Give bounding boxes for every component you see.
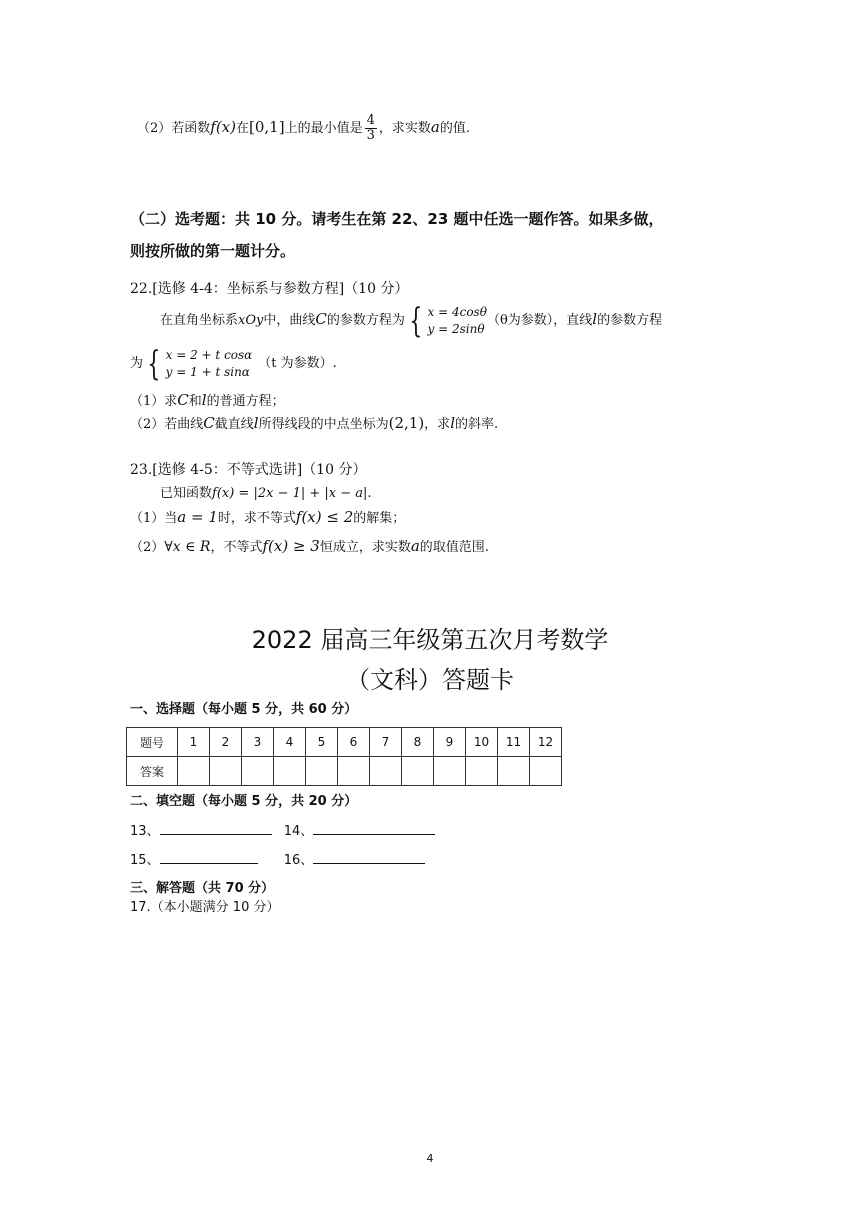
choice-answer-table [126, 727, 562, 786]
section-fill-heading: 二、填空题（每小题 5 分，共 20 分） [130, 794, 358, 809]
q22-wei: 为 [130, 356, 144, 371]
table-row [127, 757, 562, 786]
q23-sub2-mid: ，不等式 [210, 540, 263, 555]
q22-intro-mid2: 的参数方程为 [326, 313, 405, 328]
q22-C: C [315, 310, 327, 328]
q22-sub1-C: C [177, 391, 189, 409]
question-number-cell: 9 [434, 728, 466, 757]
table-header-number: 题号 [127, 728, 178, 757]
q22-line-tail: 的参数方程 [597, 313, 663, 328]
answer-blank-14[interactable] [313, 824, 435, 835]
q22-theta-note: （θ为参数），直线 [486, 313, 593, 328]
q23-sub1-pre: （1）当 [130, 511, 178, 526]
q21-fx: f(x) [210, 118, 236, 136]
q23-func: f(x) = |2x − 1| + |x − a| [212, 486, 368, 501]
answer-cell[interactable] [178, 757, 210, 786]
brace-icon: { [147, 343, 161, 384]
q22-l: l [592, 310, 598, 328]
q23-sub1 [130, 507, 405, 526]
section-solve-heading: 三、解答题（共 70 分） [130, 881, 275, 896]
question-number-cell: 6 [338, 728, 370, 757]
answer-cell[interactable] [498, 757, 530, 786]
q21-end: 的值. [439, 121, 470, 136]
q23-title: 23.[选修 4-5：不等式选讲]（10 分） [130, 462, 367, 478]
brace-icon: { [409, 300, 423, 341]
q22-xoy: xOy [238, 313, 264, 328]
answer-cell[interactable] [402, 757, 434, 786]
q21-tail: ，求实数 [378, 121, 431, 136]
table-row [127, 728, 562, 757]
q22-t-note: （t 为参数）. [258, 356, 337, 371]
q22-sub1 [130, 390, 285, 409]
answer-cell[interactable] [530, 757, 562, 786]
line-equation-system [143, 343, 253, 384]
blank-label-13: 13、 [130, 824, 160, 839]
q21-fraction [365, 114, 377, 143]
q22-sub2-C: C [203, 414, 215, 432]
section2-line2: 则按所做的第一题计分。 [130, 242, 296, 260]
fraction-numerator: 4 [366, 113, 375, 128]
blank-label-14: 14、 [283, 824, 314, 839]
q22-sub2-l2: l [450, 414, 455, 432]
question-number-cell: 7 [370, 728, 402, 757]
q23-intro-end: . [367, 486, 372, 501]
q22-sub2-end: 的斜率. [455, 417, 499, 432]
q21-interval: [0,1] [249, 118, 285, 136]
answer-cell[interactable] [466, 757, 498, 786]
answer-cell[interactable] [210, 757, 242, 786]
q23-sub1-cond: a = 1 [177, 508, 218, 526]
q23-sub2-var: a [410, 537, 420, 555]
question-number-cell: 12 [530, 728, 562, 757]
question-number-cell: 8 [402, 728, 434, 757]
q21-part2-label: （2）若函数 [137, 121, 211, 136]
q22-sub1-l: l [201, 391, 207, 409]
answer-cell[interactable] [274, 757, 306, 786]
q22-point: (2,1) [388, 414, 425, 432]
q22-sub2-mid3: ，求 [424, 417, 451, 432]
blank-row-15-16 [130, 849, 425, 868]
table-header-answer: 答案 [127, 757, 178, 786]
answer-card-title: 2022 届高三年级第五次月考数学 [251, 626, 609, 654]
q22-line-eq [130, 342, 337, 386]
q23-sub1-mid: 时，求不等式 [217, 511, 296, 526]
q22-intro-pre: 在直角坐标系 [160, 313, 239, 328]
line-eq-y: y = 1 + t sinα [165, 364, 250, 379]
question-number-cell: 10 [466, 728, 498, 757]
q22-sub2-mid2: 所得线段的中点坐标为 [258, 417, 389, 432]
blank-row-13-14 [130, 820, 435, 839]
q22-sub1-end: 的普通方程； [206, 394, 285, 409]
q21-var-a: a [430, 118, 440, 136]
question-number-cell: 3 [242, 728, 274, 757]
answer-blank-16[interactable] [313, 853, 425, 864]
question-number-cell: 2 [210, 728, 242, 757]
curve-eq-x: x = 4cosθ [427, 304, 487, 319]
q23-sub2-forall: ∀x ∈ R [164, 539, 211, 555]
blank-label-15: 15、 [130, 853, 160, 868]
curve-eq-y: y = 2sinθ [427, 321, 485, 336]
answer-card-subtitle: （文科）答题卡 [346, 666, 514, 694]
q23-sub2-mid2: 恒成立，求实数 [319, 540, 411, 555]
q22-sub2-pre: （2）若曲线 [130, 417, 204, 432]
question-number-cell: 5 [306, 728, 338, 757]
answer-cell[interactable] [306, 757, 338, 786]
answer-cell[interactable] [338, 757, 370, 786]
q23-sub2-end: 的取值范围. [419, 540, 489, 555]
q23-intro [160, 482, 372, 501]
blank-label-16: 16、 [283, 853, 314, 868]
q22-sub2 [130, 413, 498, 432]
q22-sub2-l: l [253, 414, 259, 432]
answer-blank-15[interactable] [160, 853, 258, 864]
q17-heading: 17.（本小题满分 10 分） [130, 900, 280, 915]
fraction-denominator: 3 [366, 128, 375, 143]
q22-sub1-pre: （1）求 [130, 394, 178, 409]
question-number-cell: 1 [178, 728, 210, 757]
q23-sub1-end: 的解集； [353, 511, 406, 526]
answer-cell[interactable] [242, 757, 274, 786]
question-number-cell: 4 [274, 728, 306, 757]
q23-sub1-ineq: f(x) ≤ 2 [295, 508, 354, 526]
q22-sub2-mid: 截直线 [214, 417, 254, 432]
section2-line1: （二）选考题：共 10 分。请考生在第 22、23 题中任选一题作答。如果多做， [130, 210, 664, 228]
q23-sub2-pre: （2） [130, 540, 165, 555]
question-number-cell: 11 [498, 728, 530, 757]
page-number: 4 [426, 1152, 434, 1165]
q23-sub2 [130, 536, 489, 555]
q21-in: 在 [236, 121, 250, 136]
q22-title: 22.[选修 4-4：坐标系与参数方程]（10 分） [130, 281, 409, 297]
curve-equation-system [405, 300, 487, 341]
section-choice-heading: 一、选择题（每小题 5 分，共 60 分） [130, 702, 358, 717]
line-eq-x: x = 2 + t cosα [165, 347, 253, 362]
q22-sub1-and: 和 [188, 394, 202, 409]
answer-blank-13[interactable] [160, 824, 272, 835]
answer-cell[interactable] [434, 757, 466, 786]
q23-sub2-ineq: f(x) ≥ 3 [262, 537, 320, 555]
q21-part2 [137, 113, 470, 143]
q22-intro [160, 296, 662, 344]
q23-intro-pre: 已知函数 [160, 486, 213, 501]
q21-mid: 上的最小值是 [284, 121, 363, 136]
q22-intro-mid: 中，曲线 [263, 313, 316, 328]
answer-cell[interactable] [370, 757, 402, 786]
